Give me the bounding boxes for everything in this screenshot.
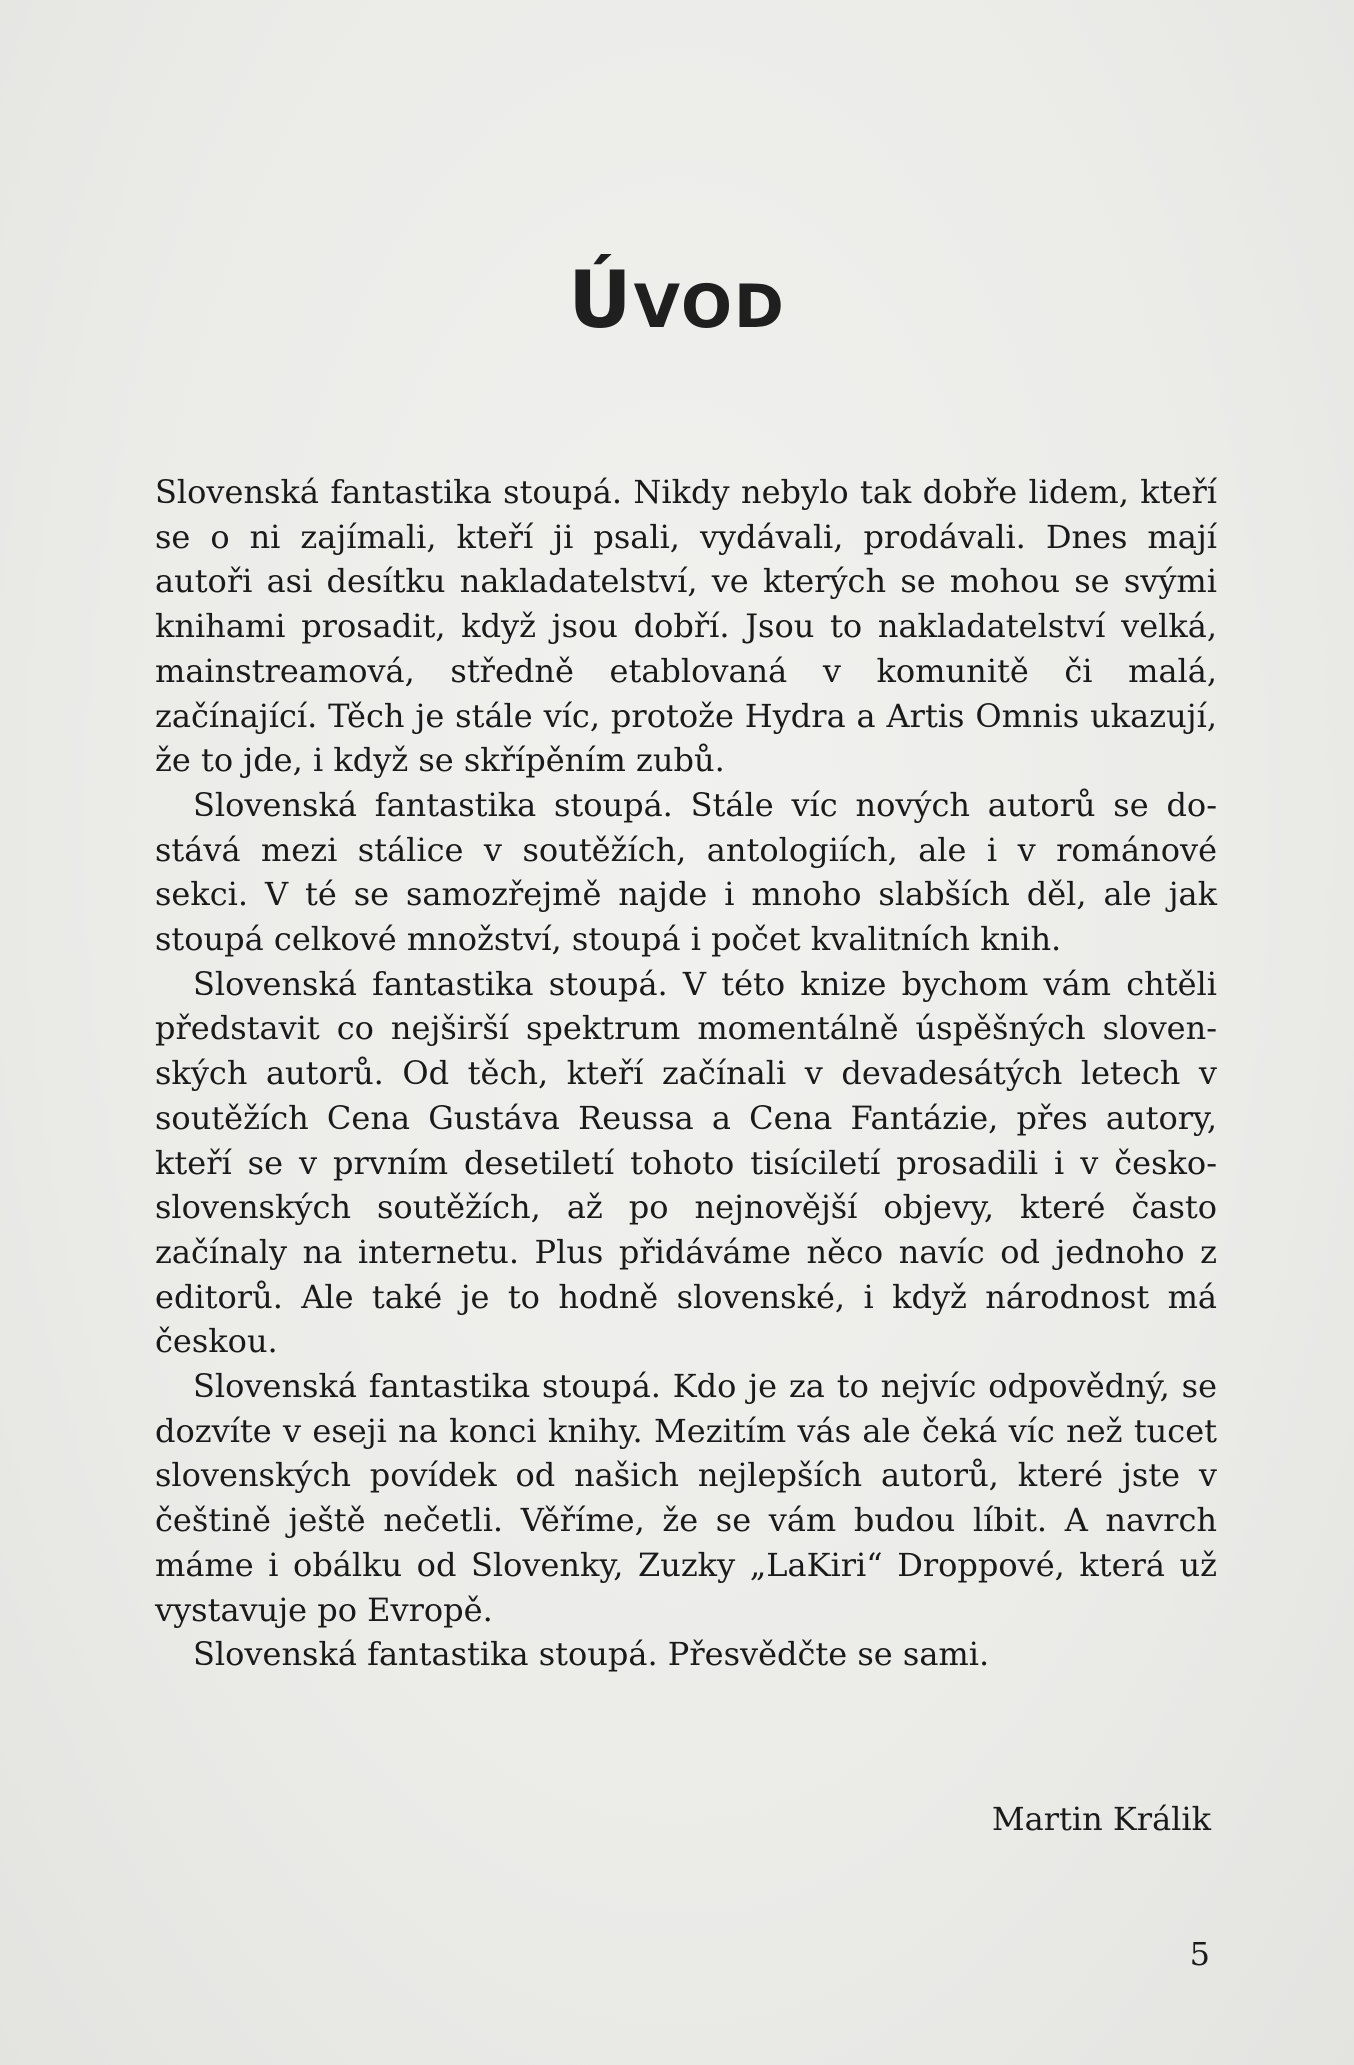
title-first-letter: Ú [568, 256, 634, 346]
author-signature: Martin Králik [991, 1800, 1211, 1838]
paragraph-3: Slovenská fantastika stoupá. V této knize bychom vám chtěli představit co nejširší spektrum momentálně úspěšných slovenských autorů. Od těch, kteří začínali v devadesátých letech v soutěžích Cena Gustáva Reussa a Cena Fantázie, přes autory, kteří se v prvním desetiletí tohoto tisíciletí prosadili i v česko-slovenských soutěžích, až po nejnovější objevy, které často začínaly na internetu. Plus přidáváme něco navíc od jednoho z editorů. Ale také je to hodně slovenské, i když národnost má českou. [155, 964, 1217, 1361]
paragraph-2: Slovenská fantastika stoupá. Stále víc nových autorů se dostává mezi stálice v soutěžích, antologiích, ale i v románové sekci. V té se samozřejmě najde i mnoho slabších děl, ale jak stoupá celkové množství, stoupá i počet kvalitních knih. [155, 785, 1217, 959]
paragraph-5: Slovenská fantastika stoupá. Přesvědčte se sami. [193, 1635, 990, 1674]
body-text [155, 470, 1217, 1677]
page-number: 5 [1189, 1935, 1210, 1973]
page-title [0, 256, 1354, 346]
paragraph-4: Slovenská fantastika stoupá. Kdo je za to nejvíc odpovědný, se dozvíte v eseji na konci knihy. Mezitím vás ale čeká víc než tucet slovenských povídek od našich nejlepších autorů, které jste v češtině ještě nečetli. Věříme, že se vám budou líbit. A navrch máme i obálku od Slovenky, Zuzky „LaKiri“ Droppové, která už vystavuje po Evropě. [155, 1367, 1217, 1629]
title-rest: VOD [633, 272, 786, 342]
paragraph-1: Slovenská fantastika stoupá. Nikdy nebylo tak dobře lidem, kteří se o ni zajímali, kteří ji psali, vydávali, prodávali. Dnes mají autoři asi desítku nakladatelství, ve kterých se mohou se svými knihami prosadit, když jsou dobří. Jsou to nakladatelství velká, mainstreamová, středně etablovaná v komunitě či malá, začínající. Těch je stále víc, protože Hydra a Artis Omnis ukazují, že to jde, i když se skřípěním zubů. [155, 473, 1217, 780]
